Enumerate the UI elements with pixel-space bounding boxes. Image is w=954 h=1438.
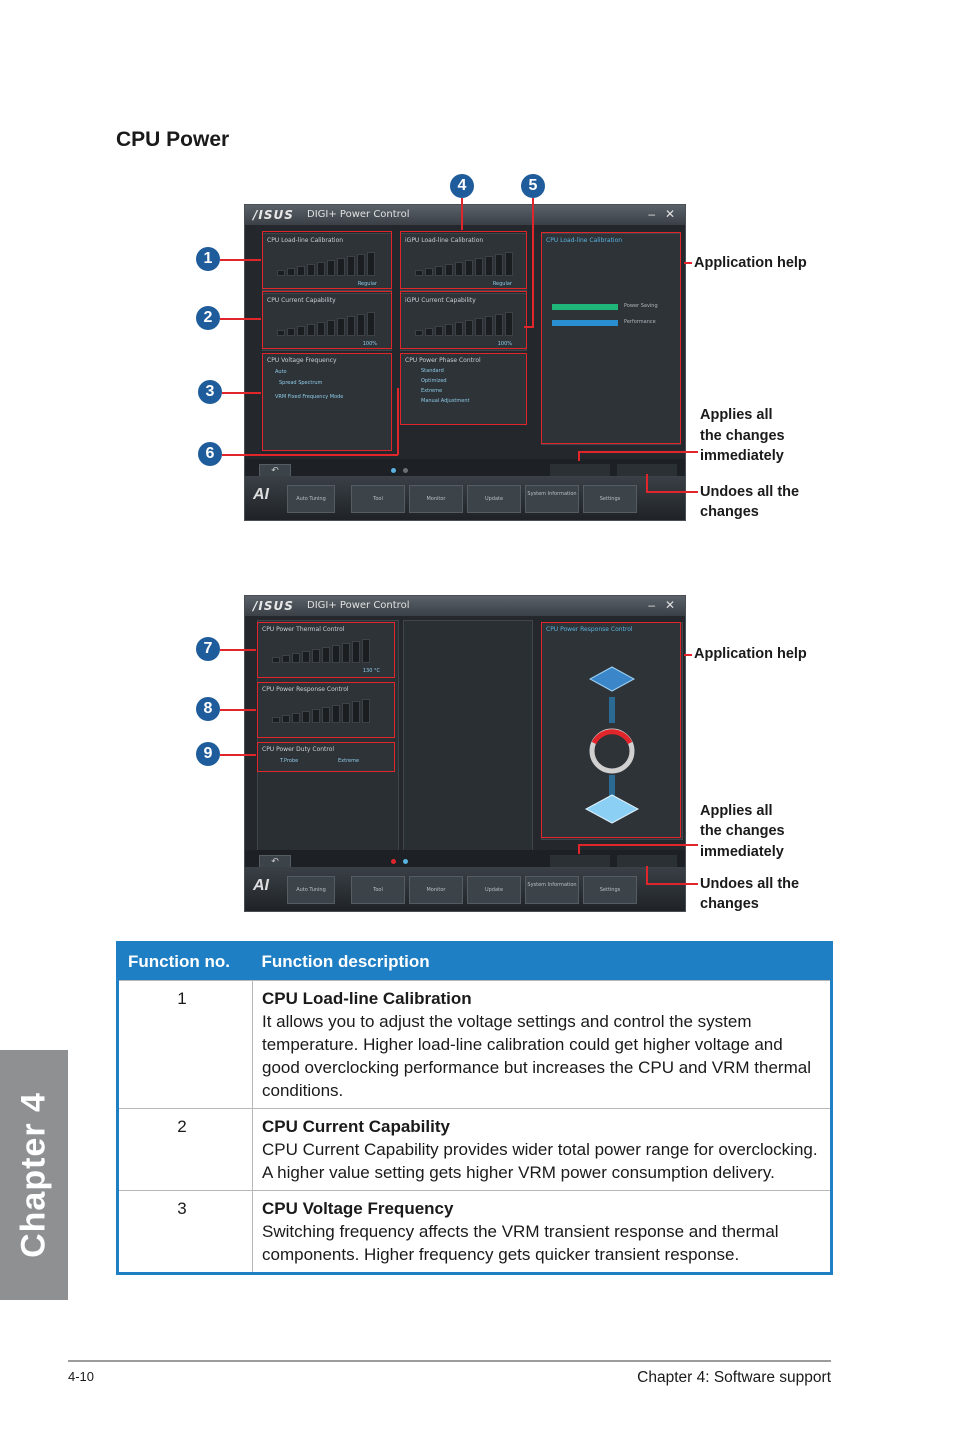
minimize-button[interactable]: –: [648, 207, 655, 221]
close-button[interactable]: ✕: [664, 598, 675, 612]
page-dot-active[interactable]: [391, 468, 396, 473]
footer-chapter-title: Chapter 4: Software support: [637, 1369, 831, 1386]
tool-button[interactable]: Tool: [351, 485, 405, 513]
header-function-no: Function no.: [118, 943, 253, 981]
table-header-row: [118, 943, 832, 981]
screenshot-digi-power-control-1: [244, 204, 686, 521]
header-function-description: Function description: [253, 943, 832, 981]
function-name: CPU Voltage Frequency: [262, 1199, 454, 1218]
table-row: [118, 981, 832, 1109]
back-button[interactable]: ↶: [259, 855, 291, 870]
window-title: DIGI+ Power Control: [307, 600, 410, 611]
panel-title: iGPU Load-line Calibration: [405, 237, 484, 244]
function-description: CPU Current Capability provides wider total power range for overclocking. A higher value setting gets higher VRM power consumption delivery.: [262, 1140, 818, 1182]
callout-line-3: [222, 392, 261, 394]
page-dot[interactable]: [391, 859, 396, 864]
asus-logo: /ISUS: [253, 599, 294, 613]
update-button[interactable]: Update: [467, 876, 521, 904]
dock-bar: [245, 476, 685, 520]
help-title: CPU Power Response Control: [546, 626, 633, 633]
callout-line-apply-1: [578, 451, 698, 453]
window-title: DIGI+ Power Control: [307, 209, 410, 220]
radio-vrm-fixed-frequency[interactable]: VRM Fixed Frequency Mode: [275, 394, 344, 400]
tool-button[interactable]: Tool: [351, 876, 405, 904]
section-title: CPU Power: [116, 128, 230, 151]
callout-line-undo-1: [646, 491, 698, 493]
label-undoes-line1: Undoes all the: [700, 484, 800, 500]
callout-line-undo-2: [646, 883, 698, 885]
callout-line-8: [220, 709, 256, 711]
ai-suite-logo: AI: [253, 877, 269, 894]
callout-line-help-2: [684, 654, 692, 656]
callout-line-apply-2: [578, 844, 698, 846]
highlight-box-9: [257, 742, 395, 772]
panel-value: 100%: [497, 341, 512, 347]
panel-title: CPU Power Thermal Control: [262, 626, 345, 633]
monitor-button[interactable]: Monitor: [409, 876, 463, 904]
close-button[interactable]: ✕: [664, 207, 675, 221]
label-applies-line1: Applies all: [700, 407, 773, 423]
panel-value: 100%: [362, 341, 377, 347]
label-undoes-line2: changes: [700, 504, 759, 520]
system-information-button[interactable]: System Information: [525, 876, 579, 904]
label-undoes-line1: Undoes all the: [700, 876, 800, 892]
settings-button[interactable]: Settings: [583, 485, 637, 513]
label-applies-line3: immediately: [700, 448, 784, 464]
label-applies-line2: the changes: [700, 428, 785, 444]
radio-optimized[interactable]: Optimized: [421, 378, 447, 384]
radio-standard[interactable]: Standard: [421, 368, 444, 374]
middle-column: [403, 620, 533, 866]
panel-title: CPU Power Response Control: [262, 686, 349, 693]
callout-line-4: [461, 198, 463, 230]
highlight-box-help: [541, 232, 681, 444]
callout-line-5b: [524, 326, 534, 328]
table-row: [118, 1109, 832, 1191]
label-undoes-line2: changes: [700, 896, 759, 912]
auto-tuning-button[interactable]: Auto Tuning: [287, 876, 335, 904]
function-description-cell: [253, 1191, 832, 1274]
callout-line-5: [532, 198, 534, 326]
callout-number-5: 5: [521, 174, 545, 198]
callout-number-9: 9: [196, 742, 220, 766]
chapter-tab-label: Chapter 4: [14, 1092, 53, 1258]
function-description: Switching frequency affects the VRM transient response and thermal components. Higher frequency gets quicker transient response.: [262, 1222, 779, 1264]
panel-title: CPU Load-line Calibration: [267, 237, 344, 244]
function-number: 1: [118, 981, 253, 1109]
radio-auto[interactable]: Auto: [275, 369, 287, 375]
panel-title: CPU Voltage Frequency: [267, 357, 337, 364]
callout-line-1: [220, 259, 261, 261]
function-description-cell: [253, 1109, 832, 1191]
label-application-help-2: Application help: [694, 646, 807, 662]
asus-logo: /ISUS: [253, 208, 294, 222]
back-button[interactable]: ↶: [259, 464, 291, 479]
ai-suite-logo: AI: [253, 486, 269, 503]
callout-number-4: 4: [450, 174, 474, 198]
label-applies-line2: the changes: [700, 823, 785, 839]
panel-title: CPU Power Phase Control: [405, 357, 481, 364]
callout-number-6: 6: [198, 442, 222, 466]
panel-value: Regular: [492, 281, 512, 287]
chapter-tab: [0, 1050, 68, 1300]
page-dot-active[interactable]: [403, 859, 408, 864]
callout-line-7: [220, 649, 256, 651]
function-table: [116, 941, 833, 1275]
function-description-cell: [253, 981, 832, 1109]
panel-title: iGPU Current Capability: [405, 297, 476, 304]
function-description: It allows you to adjust the voltage settings and control the system temperature. Higher load-line calibration could get higher voltage and good overclocking performance but increases the CPU and VRM thermal conditions.: [262, 1012, 811, 1100]
highlight-box-4: [400, 231, 527, 289]
function-number: 2: [118, 1109, 253, 1191]
page-number: 4-10: [68, 1369, 95, 1384]
panel-value: 130 °C: [362, 668, 380, 674]
panel-value: Regular: [357, 281, 377, 287]
callout-line-9: [220, 754, 256, 756]
monitor-button[interactable]: Monitor: [409, 485, 463, 513]
callout-line-6: [222, 454, 398, 456]
minimize-button[interactable]: –: [648, 598, 655, 612]
update-button[interactable]: Update: [467, 485, 521, 513]
system-information-button[interactable]: System Information: [525, 485, 579, 513]
callout-number-2: 2: [196, 306, 220, 330]
highlight-box-8: [257, 682, 395, 738]
label-applies-line3: immediately: [700, 844, 784, 860]
callout-line-undo-2b: [646, 866, 648, 884]
radio-t-probe[interactable]: T.Probe: [280, 758, 299, 764]
dock-bar: [245, 867, 685, 911]
window-titlebar: [245, 596, 685, 616]
highlight-box-7: [257, 622, 395, 678]
callout-number-8: 8: [196, 697, 220, 721]
auto-tuning-button[interactable]: Auto Tuning: [287, 485, 335, 513]
settings-button[interactable]: Settings: [583, 876, 637, 904]
radio-manual-adjustment[interactable]: Manual Adjustment: [421, 398, 470, 404]
legend-performance: Performance: [624, 319, 656, 325]
callout-number-3: 3: [198, 380, 222, 404]
highlight-box-6: [400, 353, 527, 425]
label-application-help-1: Application help: [694, 255, 807, 271]
panel-title: CPU Power Duty Control: [262, 746, 335, 753]
function-name: CPU Current Capability: [262, 1117, 450, 1136]
callout-line-apply-2b: [578, 844, 580, 854]
radio-extreme[interactable]: Extreme: [338, 758, 360, 764]
window-titlebar: [245, 205, 685, 225]
help-title: CPU Load-line Calibration: [546, 237, 623, 244]
callout-number-1: 1: [196, 247, 220, 271]
checkbox-spread-spectrum[interactable]: Spread Spectrum: [279, 380, 323, 386]
label-applies-line1: Applies all: [700, 803, 773, 819]
highlight-box-2: [262, 291, 392, 349]
legend-power-saving: Power Saving: [624, 303, 658, 309]
footer-rule: [68, 1360, 831, 1362]
callout-line-help-1: [684, 262, 692, 264]
callout-number-7: 7: [196, 637, 220, 661]
page-dot[interactable]: [403, 468, 408, 473]
highlight-box-help: [541, 622, 681, 838]
callout-line-2: [220, 318, 261, 320]
callout-line-apply-1b: [578, 451, 580, 461]
highlight-box-5: [400, 291, 527, 349]
panel-title: CPU Current Capability: [267, 297, 336, 304]
function-name: CPU Load-line Calibration: [262, 989, 472, 1008]
screenshot-digi-power-control-2: [244, 595, 686, 912]
radio-extreme[interactable]: Extreme: [421, 388, 443, 394]
highlight-box-3: [262, 353, 392, 451]
highlight-box-1: [262, 231, 392, 289]
callout-line-undo-1b: [646, 474, 648, 492]
callout-line-6b: [397, 388, 399, 455]
function-number: 3: [118, 1191, 253, 1274]
table-row: [118, 1191, 832, 1274]
